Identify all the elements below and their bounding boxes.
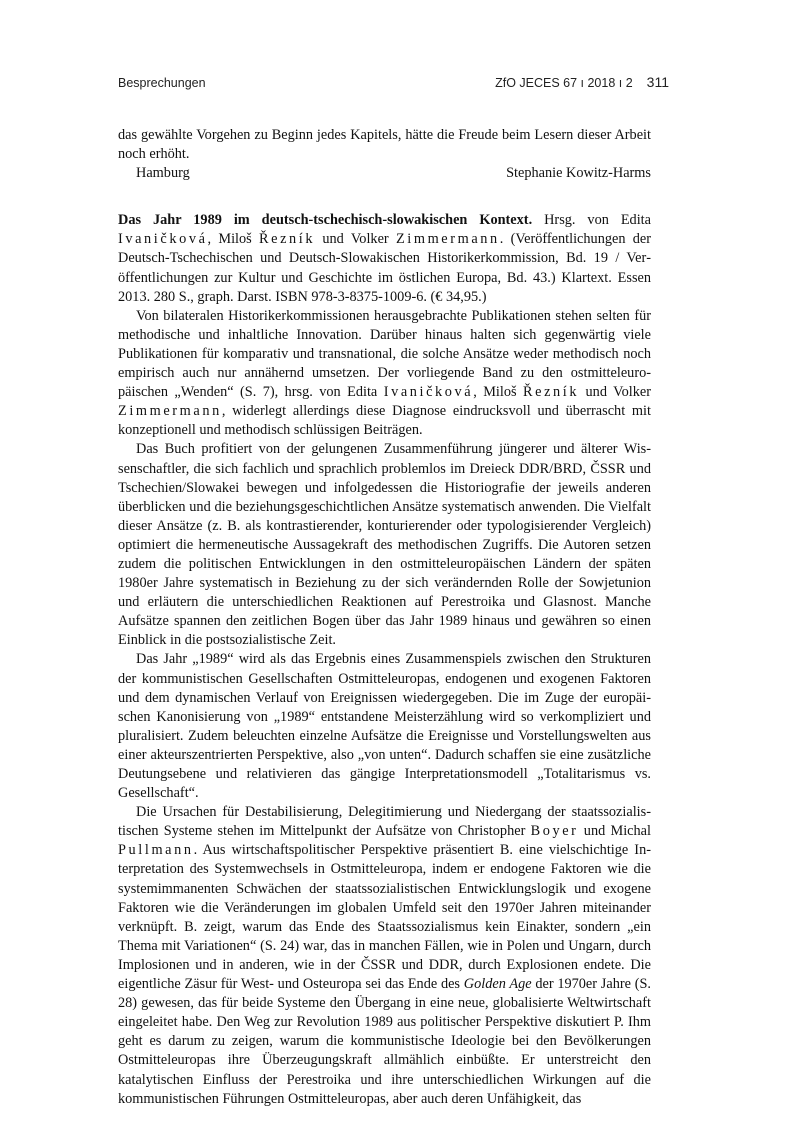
- author-name: Pullmann: [118, 842, 194, 859]
- editor-name: Ivaničková: [118, 231, 208, 248]
- section-spacer: [118, 183, 651, 211]
- journal-issue: ZfO JECES 67 ı 2018 ı 2: [495, 76, 633, 90]
- text-run: der 1970er Jahre (S. 28) gewesen, das für beide Systeme den Übergang in eine neue, globalisierte Weltwirtschaft eingeleitet habe. Den Weg zur Revolution 1989 aus politischer Perspektive diskutiert P. Ihm geht es darum zu zeigen, warum die kommunistische Ideologie bei den Bevölkerungen Ostmitteleuropas ihre Überzeugungskraft allmählich einbüßte. Er unterstreicht den katalytischen Einfluss der Perestroika und ihre unterschiedlichen Wirkungen auf die kommunistischen Führungen Ostmitteleuropas, aber auch deren Unfähigkeit, das: [118, 976, 651, 1107]
- review-bibliography: [118, 211, 651, 306]
- editor-name: Zimmermann: [395, 231, 500, 248]
- reviewer-place: Hamburg: [136, 165, 190, 182]
- review-paragraph: [118, 307, 651, 441]
- review-paragraph: Das Buch profitiert von der gelungenen Zusammenführung jüngerer und älterer Wissenschaftler, die sich fachlich und sprachlich problemlos im Dreieck DDR/BRD, ČSSR und Tschechien/Slowakei bewegen und infolgedessen die Historiografie der jeweils anderen überblicken und die beziehungsgeschichtlichen Ansätze systematisch anwenden. Die Vielfalt dieser Ansätze (z. B. als kontrastierender, konturierender oder typologisierender Vergleich) optimiert die hermeneutische Aussagekraft des methodischen Zugriffs. Die Autoren setzen zudem die politischen Entwicklungen in den ostmitteleuropäischen Ländern der späten 1980er Jahre systematisch in Beziehung zu der sich verändernden Rolle der Sowjetunion und erläutern die unterschiedlichen Reaktionen auf Perestroika und Glasnost. Manche Aufsätze spannen den zeitlichen Bogen über das Jahr 1989 hinaus und gewähren so einen Einblick in die postsozialistische Zeit.: [118, 441, 651, 649]
- reviewer-signature: [118, 164, 651, 183]
- bib-sep: , Miloš: [207, 231, 259, 248]
- text-run: , widerlegt allerdings diese Diagnose eindrucksvoll und überrascht mit konzeptionell und methodisch schlüssigen Beiträgen.: [118, 403, 651, 439]
- bib-sep: und Volker: [315, 231, 396, 248]
- book-title: Das Jahr 1989 im deutsch-tschechisch-slowakischen Kontext.: [118, 212, 533, 229]
- reviewer-name: Stephanie Kowitz-Harms: [506, 165, 651, 182]
- author-name: Boyer: [530, 823, 579, 840]
- editor-name: Řezník: [523, 384, 580, 401]
- text-run: . Aus wirtschaftspolitischer Perspektive präsentiert B. eine vielschichtige Interpretation des Systemwechsels in Ostmitteleuropa, indem er endogene Faktoren wie die systemimmanenten Schwächen der staatssozialistischen Entwicklungslogik und exogene Faktoren wie die Veränderungen im globalen Umfeld seit den 1970er Jahren miteinander verknüpft. B. zeigt, warum das Ende des Staatssozialismus kein Einakter, sondern „ein Thema mit Variationen“ (S. 24) war, das in manchen Fällen, wie in Polen und Ungarn, durch Implosionen und in anderen, wie in der ČSSR und DDR, durch Explosionen endete. Die eigentliche Zäsur für West- und Osteuropa sei das Ende des: [118, 842, 651, 993]
- text-run: Von bilateralen Historikerkommissionen herausgebrachte Publikationen stehen selten für methodische und inhaltliche Innovation. Darüber hinaus halten sich gegenwärtig viele Publikationen für komparativ und transnational, die solche Ansätze weder methodisch noch empirisch auch nur annähernd umsetzen. Der vorliegende Band zu den ostmitteleuropäischen „Wenden“ (S. 7), hrsg. von Edita: [118, 307, 651, 401]
- previous-review-closing: das gewählte Vorgehen zu Beginn jedes Kapitels, hätte die Freude beim Lesern dieser Arbeit noch erhöht.: [118, 127, 651, 163]
- text-run: , Miloš: [473, 384, 523, 401]
- review-paragraph: Das Jahr „1989“ wird als das Ergebnis eines Zusammenspiels zwischen den Strukturen der kommunistischen Gesellschaften Ostmitteleuropas, endogenen und exogenen Faktoren und dem dynamischen Verlauf von Ereignissen wiedergegeben. Die im Zuge der europäischen Kanonisierung von „1989“ entstandene Meisterzählung wird so verkompliziert und pluralisiert. Zudem beleuchten einzelne Aufsätze die Ereignisse und Vorstellungswelten aus einer akteurszentrierten Perspektive, also „von unten“. Dadurch schaffen sie eine zusätzliche Deutungsebene und relativieren das gängige Interpretationsmodell „Totalitarismus vs. Gesellschaft“.: [118, 651, 651, 802]
- editor-name: Řezník: [259, 231, 316, 248]
- text-run: und Volker: [579, 384, 651, 401]
- text-run: und Michal: [578, 823, 651, 840]
- bib-details: . (Veröffentlichungen der Deutsch-Tschechischen und Deutsch-Slowakischen Historikerkommission, Bd. 19 / Veröffentlichungen zur Kultur und Geschichte im östlichen Europa, Bd. 43.) Klartext. Essen 2013. 280 S., graph. Darst. ISBN 978-3-8375-1009-6. (€ 34,95.): [118, 231, 652, 305]
- bib-hrsg: Hrsg. von Edita: [532, 212, 651, 229]
- section-title: Besprechungen: [118, 76, 206, 90]
- running-head: [118, 74, 669, 90]
- page-content: [118, 126, 651, 1109]
- italic-term: Golden Age: [463, 976, 532, 993]
- review-paragraph: [118, 803, 651, 1109]
- page-number: 311: [646, 74, 669, 90]
- editor-name: Zimmermann: [118, 403, 222, 420]
- running-head-right: [495, 74, 669, 90]
- editor-name: Ivaničková: [383, 384, 474, 401]
- text-run: Die Ursachen für Destabilisierung, Delegitimierung und Niedergang der staatssozialistischen Systeme stehen im Mittelpunkt der Aufsätze von Christopher: [118, 804, 651, 840]
